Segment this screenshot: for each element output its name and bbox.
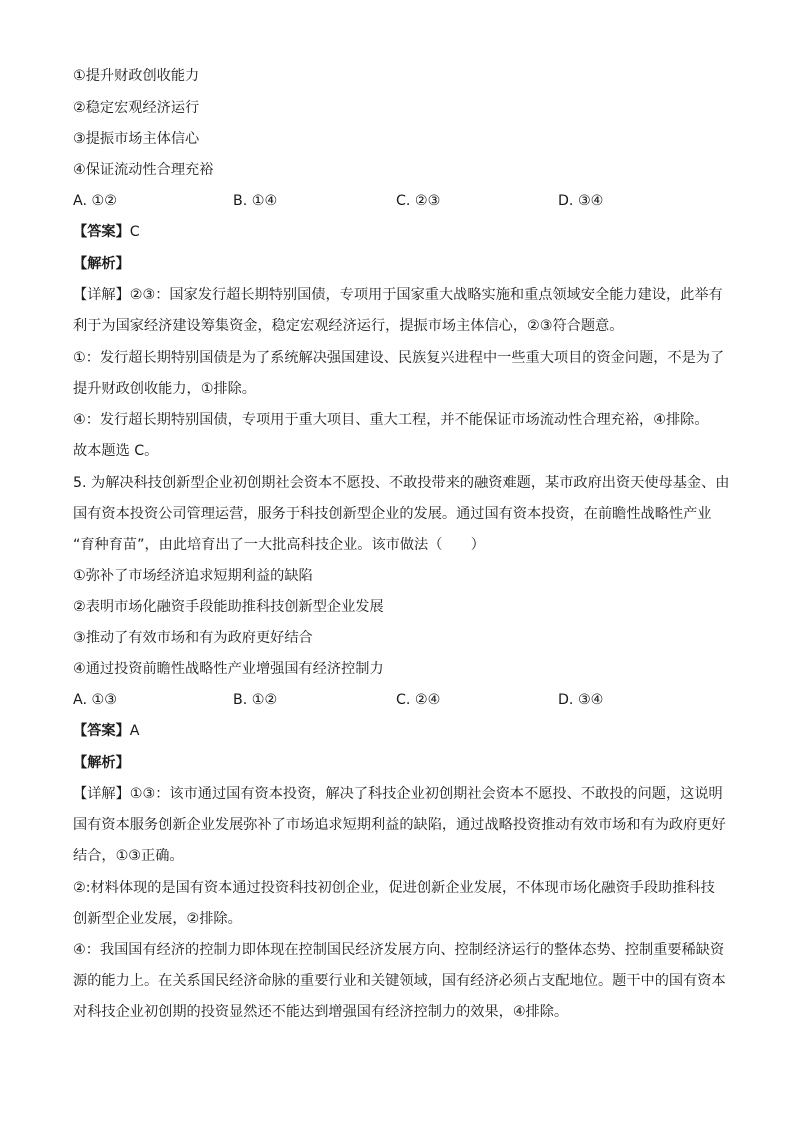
q5-answer (73, 722, 723, 740)
q5-stem-line-2: 国有资本投资公司管理运营，服务于科技创新型企业的发展。通过国有资本投资，在前瞻性战略性产业 (73, 506, 712, 522)
q5-option-4: ④通过投资前瞻性战略性产业增强国有经济控制力 (73, 661, 384, 677)
q5-stem-line-3: “育种育苗”，由此培育出了一大批高科技企业。该市做法（ ） (73, 537, 485, 553)
q5-option-2: ②表明市场化融资手段能助推科技创新型企业发展 (73, 599, 384, 615)
q5-detail-line-2: 国有资本服务创新企业发展弥补了市场追求短期利益的缺陷，通过战略投资推动有效市场和有为政府更好 (73, 817, 726, 833)
q4-answer-label: 【答案】 (73, 224, 130, 240)
q5-answer-label: 【答案】 (73, 723, 130, 739)
q5-detail-line-4: ②:材料体现的是国有资本通过投资科技初创企业，促进创新企业发展，不体现市场化融资手段助推科技 (73, 880, 715, 896)
q5-choice-a: A. ①③ (73, 692, 117, 708)
q4-detail-line-6: 故本题选 C。 (73, 443, 159, 459)
q4-option-2: ②稳定宏观经济运行 (73, 100, 200, 116)
q4-answer (73, 223, 723, 241)
q4-choice-a: A. ①② (73, 193, 117, 209)
q4-answer-value: C (129, 224, 140, 240)
q4-detail-line-1: 【详解】②③：国家发行超长期特别国债，专项用于国家重大战略实施和重点领域安全能力建设，此举有 (73, 287, 723, 303)
q5-choice-d: D. ③④ (558, 692, 604, 708)
q4-choice-c: C. ②③ (396, 193, 441, 209)
q5-detail-line-5: 创新型企业发展，②排除。 (73, 911, 242, 927)
q4-option-4: ④保证流动性合理充裕 (73, 162, 214, 178)
q5-detail-line-6: ④：我国国有经济的控制力即体现在控制国民经济发展方向、控制经济运行的整体态势、控制重要稀缺资 (73, 942, 725, 958)
q4-detail-line-3: ①：发行超长期特别国债是为了系统解决强国建设、民族复兴进程中一些重大项目的资金问题，不是为了 (73, 350, 725, 366)
q4-option-3: ③提振市场主体信心 (73, 131, 200, 147)
q4-detail-line-5: ④：发行超长期特别国债，专项用于重大项目、重大工程，并不能保证市场流动性合理充裕，④排除。 (73, 412, 709, 428)
q5-detail-line-3: 结合，①③正确。 (73, 848, 184, 864)
analysis-heading: 【解析】 (73, 755, 130, 771)
q4-analysis-label (73, 255, 723, 273)
q5-stem-line-1: 5. 为解决科技创新型企业初创期社会资本不愿投、不敢投带来的融资难题，某市政府出资天使母基金、由 (73, 475, 730, 491)
q5-option-3: ③推动了有效市场和有为政府更好结合 (73, 630, 313, 646)
q4-choice-d: D. ③④ (558, 193, 604, 209)
q4-choice-b: B. ①④ (233, 193, 278, 209)
q4-detail-line-2: 利于为国家经济建设筹集资金，稳定宏观经济运行，提振市场主体信心，②③符合题意。 (73, 318, 624, 334)
q5-analysis-label (73, 754, 723, 772)
analysis-heading: 【解析】 (73, 256, 130, 272)
q5-detail-line-7: 源的能力上。在关系国民经济命脉的重要行业和关键领域，国有经济必须占支配地位。题干中的国有资本 (73, 973, 726, 989)
q5-detail-line-8: 对科技企业初创期的投资显然还不能达到增强国有经济控制力的效果，④排除。 (73, 1004, 569, 1020)
q5-answer-value: A (129, 723, 140, 739)
q5-option-1: ①弥补了市场经济追求短期利益的缺陷 (73, 568, 313, 584)
q5-choice-b: B. ①② (233, 692, 278, 708)
q5-detail-line-1: 【详解】①③：该市通过国有资本投资，解决了科技企业初创期社会资本不愿投、不敢投的问题，这说明 (73, 786, 723, 802)
q4-detail-line-4: 提升财政创收能力，①排除。 (73, 381, 256, 397)
q5-choice-c: C. ②④ (396, 692, 441, 708)
q4-option-1: ①提升财政创收能力 (73, 68, 200, 84)
